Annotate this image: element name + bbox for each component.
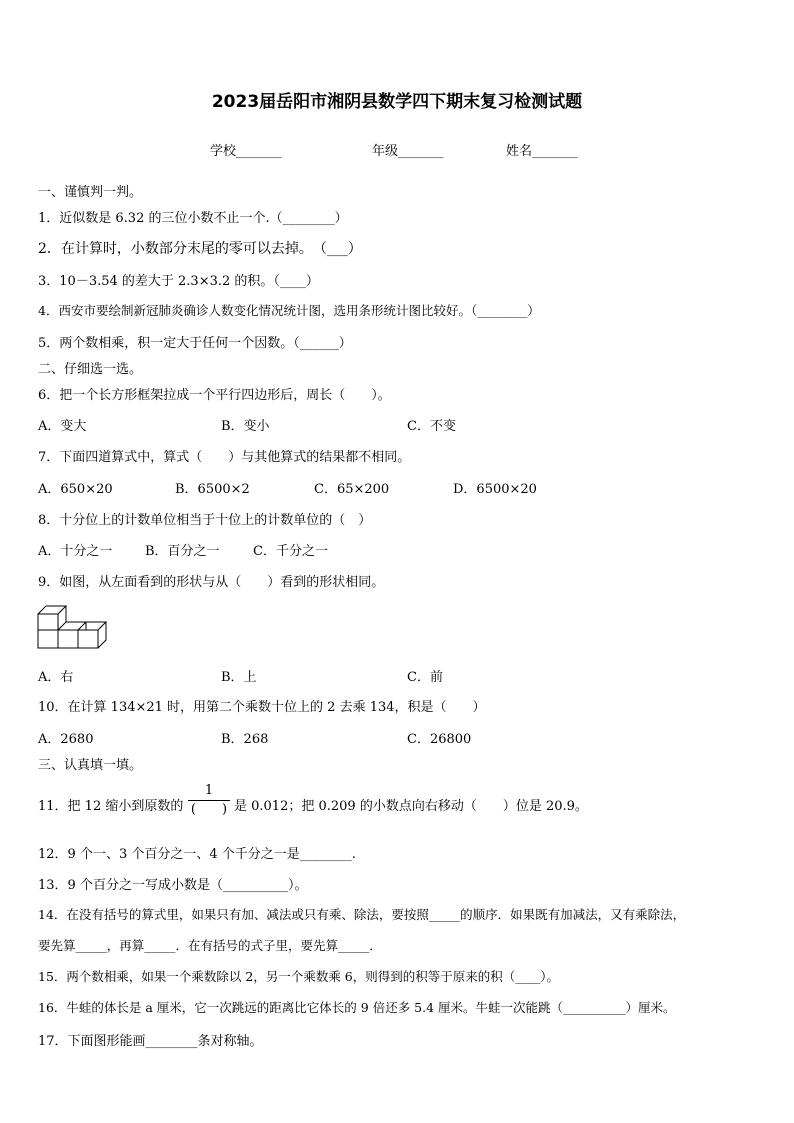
q7-option-c: C．65×200 xyxy=(314,482,390,497)
q7-option-d: D．6500×20 xyxy=(453,482,537,497)
name-field: 姓名_______ xyxy=(506,144,578,159)
section-heading-2: 二、仔细选一选。 xyxy=(38,362,143,377)
q7-option-a: A．650×20 xyxy=(38,482,113,497)
q8-option-a: A．十分之一 xyxy=(38,544,113,559)
q6-option-a: A．变大 xyxy=(38,419,87,434)
q8-option-b: B．百分之一 xyxy=(145,544,220,559)
question-6: 6．把一个长方形框架拉成一个平行四边形后，周长（ ）。 xyxy=(38,388,391,403)
question-16: 16．牛蛙的体长是 a 厘米，它一次跳远的距离比它体长的 9 倍还多 5.4 厘米。牛蛙一次能跳（__________）厘米。 xyxy=(38,1000,676,1015)
question-15: 15．两个数相乘，如果一个乘数除以 2，另一个乘数乘 6，则得到的积等于原来的积（____）。 xyxy=(38,969,560,984)
q10-option-c: C．26800 xyxy=(407,732,472,747)
q7-option-b: B．6500×2 xyxy=(175,482,250,497)
question-17: 17．下面图形能画________条对称轴。 xyxy=(38,1034,263,1049)
section-heading-1: 一、谨慎判一判。 xyxy=(38,185,143,200)
question-11-suffix: 是 0.012；把 0.209 的小数点向右移动（ ）位是 20.9。 xyxy=(234,799,588,814)
question-4: 4．西安市要绘制新冠肺炎确诊人数变化情况统计图，选用条形统计图比较好。（________） xyxy=(38,303,540,318)
grade-field: 年级_______ xyxy=(372,144,444,159)
q10-option-a: A．2680 xyxy=(38,732,94,747)
question-8: 8．十分位上的计数单位相当于十位上的计数单位的（ ） xyxy=(38,513,372,528)
question-11-prefix: 11．把 12 缩小到原数的 xyxy=(38,799,184,814)
q10-option-b: B．268 xyxy=(221,732,269,747)
q8-option-c: C．千分之一 xyxy=(253,544,328,559)
q9-option-a: A．右 xyxy=(38,670,74,685)
fraction-numerator: 1 xyxy=(204,783,214,798)
question-10: 10．在计算 134×21 时，用第二个乘数十位上的 2 去乘 134，积是（ ） xyxy=(38,700,486,715)
q6-option-b: B．变小 xyxy=(221,419,270,434)
cube-figure xyxy=(36,604,114,650)
q9-option-b: B．上 xyxy=(221,670,257,685)
question-3: 3．10－3.54 的差大于 2.3×3.2 的积。（____） xyxy=(38,274,319,289)
q11-fraction xyxy=(186,782,232,819)
question-14-line-1: 14．在没有括号的算式里，如果只有加、减法或只有乘、除法，要按照_____的顺序．如果既有加减法，又有乘除法， xyxy=(38,907,686,922)
question-9: 9．如图，从左面看到的形状与从（ ）看到的形状相同。 xyxy=(38,575,385,590)
q9-option-c: C．前 xyxy=(407,670,443,685)
fraction-denominator: ( ) xyxy=(190,802,228,817)
question-13: 13．9 个百分之一写成小数是（__________）。 xyxy=(38,878,308,893)
question-14-line-2: 要先算_____，再算_____．在有括号的式子里，要先算_____． xyxy=(38,938,382,953)
question-5: 5．两个数相乘，积一定大于任何一个因数。（______） xyxy=(38,336,352,351)
page-title: 2023届岳阳市湘阴县数学四下期末复习检测试题 xyxy=(211,92,583,112)
question-7: 7．下面四道算式中，算式（ ）与其他算式的结果都不相同。 xyxy=(38,450,411,465)
q6-option-c: C．不变 xyxy=(407,419,456,434)
question-12: 12．9 个一、3 个百分之一、4 个千分之一是________. xyxy=(38,847,356,862)
section-heading-3: 三、认真填一填。 xyxy=(38,758,143,773)
question-1: 1．近似数是 6.32 的三位小数不止一个.（________） xyxy=(38,211,348,226)
school-field: 学校_______ xyxy=(210,144,282,159)
question-2: 2．在计算时，小数部分末尾的零可以去掉。 （___） xyxy=(38,241,362,257)
